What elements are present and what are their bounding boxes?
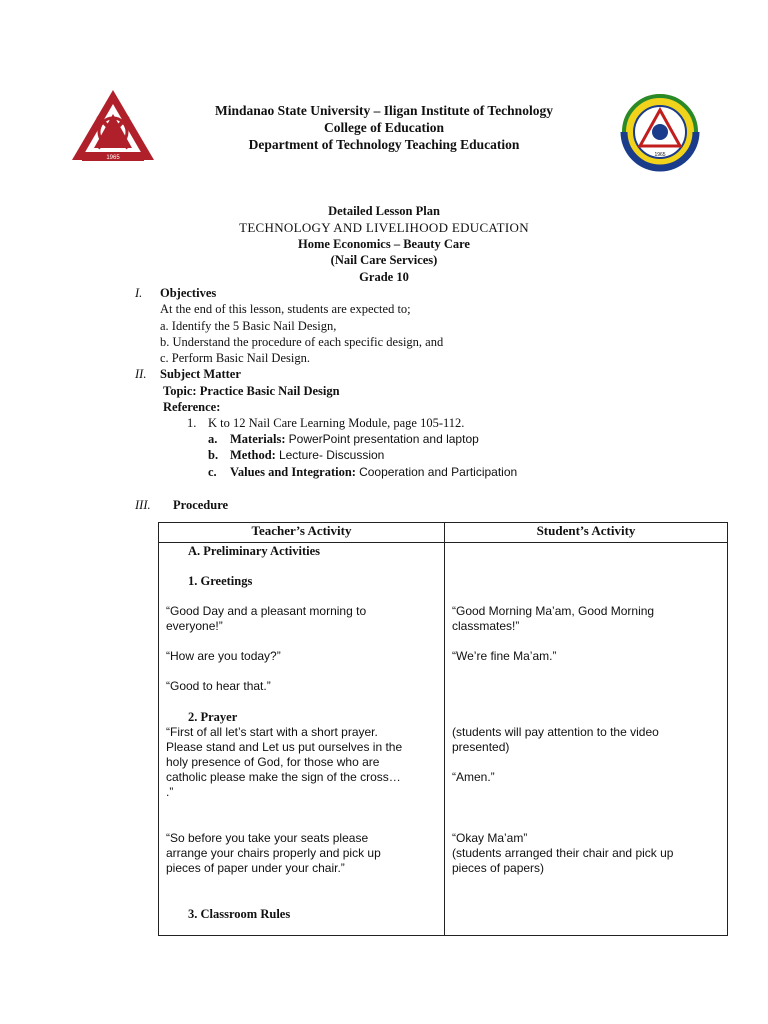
method-line xyxy=(230,448,384,463)
greetings-heading: 1. Greetings xyxy=(188,574,253,588)
procedure-numeral: III. xyxy=(135,498,151,512)
student-greeting-1a: “Good Morning Ma’am, Good Morning xyxy=(452,604,655,618)
classroom-rules-heading: 3. Classroom Rules xyxy=(188,907,291,921)
teacher-greeting-1b: everyone!” xyxy=(166,619,223,633)
preliminary-activities: A. Preliminary Activities xyxy=(188,544,321,558)
university-name: Mindanao State University – Iligan Institute of Technology xyxy=(215,103,553,118)
teacher-greeting-1a: “Good Day and a pleasant morning to xyxy=(166,604,367,618)
values-label: Values and Integration: xyxy=(230,465,356,479)
materials-label: Materials: xyxy=(230,432,286,446)
reference-text: K to 12 Nail Care Learning Module, page 105-112. xyxy=(208,416,465,430)
student-activity-cell xyxy=(445,543,728,936)
teacher-activity-header: Teacher’s Activity xyxy=(159,523,445,543)
teacher-prayer-2: Please stand and Let us put ourselves in the xyxy=(166,740,403,754)
student-seats-1: “Okay Ma’am” xyxy=(452,831,528,845)
method-letter: b. xyxy=(208,448,219,462)
right-logo-year: 1965 xyxy=(654,152,666,158)
student-seats-3: pieces of papers) xyxy=(452,861,545,875)
table-row xyxy=(159,543,728,936)
procedure-heading: Procedure xyxy=(173,498,229,512)
objective-item-b: b. Understand the procedure of each specific design, and xyxy=(160,335,444,349)
student-activity-header: Student’s Activity xyxy=(445,523,728,543)
student-greeting-1b: classmates!” xyxy=(452,619,520,633)
title-line-2: TECHNOLOGY AND LIVELIHOOD EDUCATION xyxy=(239,220,529,235)
student-prayer-1: (students will pay attention to the video xyxy=(452,725,659,739)
values-line xyxy=(230,465,517,480)
objectives-intro: At the end of this lesson, students are expected to; xyxy=(160,302,411,316)
title-line-3: Home Economics – Beauty Care xyxy=(298,237,470,251)
student-prayer-2: presented) xyxy=(452,740,510,754)
materials-value: PowerPoint presentation and laptop xyxy=(288,432,479,446)
table-header-row xyxy=(159,523,728,543)
reference-number: 1. xyxy=(187,416,197,430)
teacher-prayer-1: “First of all let’s start with a short prayer. xyxy=(166,725,378,739)
subject-matter-heading: Subject Matter xyxy=(160,367,241,381)
left-logo-year: 1965 xyxy=(106,155,120,161)
title-line-4: (Nail Care Services) xyxy=(330,253,438,267)
subject-matter-numeral: II. xyxy=(135,367,147,381)
student-seats-2: (students arranged their chair and pick up xyxy=(452,846,674,860)
objective-item-c: c. Perform Basic Nail Design. xyxy=(160,351,310,365)
materials-letter: a. xyxy=(208,432,218,446)
title-line-5: Grade 10 xyxy=(359,270,409,284)
reference-label: Reference: xyxy=(163,400,221,414)
teacher-activity-cell xyxy=(159,543,445,936)
department-name: Department of Technology Teaching Education xyxy=(248,137,520,152)
procedure-table xyxy=(158,522,728,936)
values-letter: c. xyxy=(208,465,217,479)
objectives-heading: Objectives xyxy=(160,286,217,300)
teacher-prayer-3: holy presence of God, for those who are xyxy=(166,755,380,769)
teacher-seats-1: “So before you take your seats please xyxy=(166,831,369,845)
objective-item-a: a. Identify the 5 Basic Nail Design, xyxy=(160,319,337,333)
student-greeting-2: “We’re fine Ma’am.” xyxy=(452,649,557,663)
method-value: Lecture- Discussion xyxy=(278,448,385,462)
objectives-numeral: I. xyxy=(135,286,143,300)
materials-line xyxy=(230,432,479,447)
method-label: Method: xyxy=(230,448,276,462)
title-line-1: Detailed Lesson Plan xyxy=(328,204,440,218)
teacher-seats-2: arrange your chairs properly and pick up xyxy=(166,846,381,860)
student-amen: “Amen.” xyxy=(452,770,495,784)
teacher-greeting-3: “Good to hear that.” xyxy=(166,679,271,693)
topic-label: Topic: Practice Basic Nail Design xyxy=(163,384,340,398)
teacher-prayer-4: catholic please make the sign of the cross… xyxy=(166,770,401,784)
teacher-prayer-5: .” xyxy=(166,785,174,799)
college-name: College of Education xyxy=(324,120,444,135)
teacher-seats-3: pieces of paper under your chair.” xyxy=(166,861,345,875)
teacher-greeting-2: “How are you today?” xyxy=(166,649,281,663)
values-value: Cooperation and Participation xyxy=(359,465,518,479)
prayer-heading: 2. Prayer xyxy=(188,710,238,724)
